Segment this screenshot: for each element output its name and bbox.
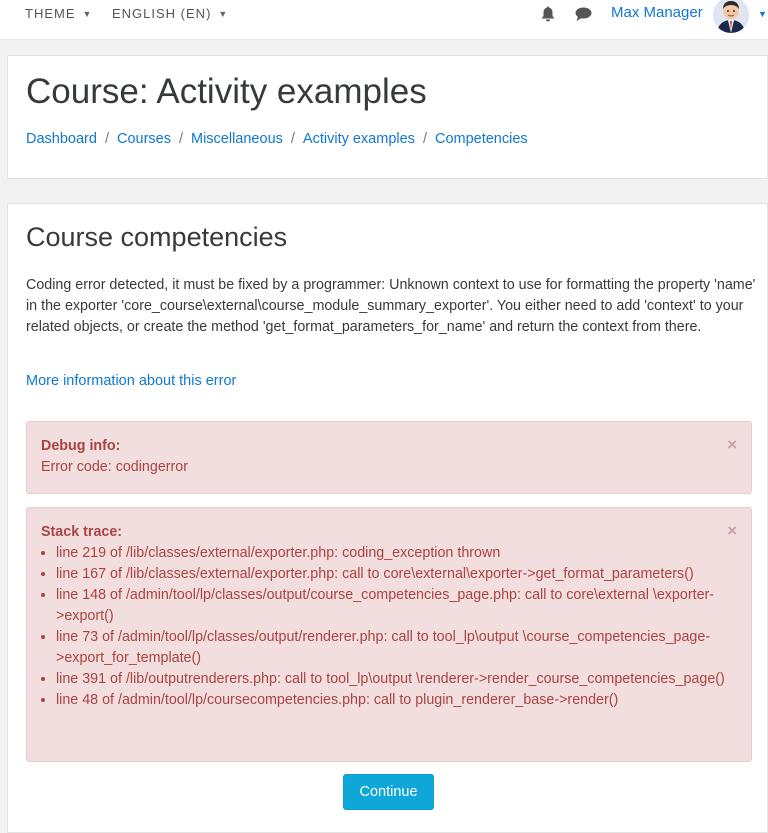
page-title: Course: Activity examples <box>26 72 427 111</box>
breadcrumb-separator: / <box>104 131 109 147</box>
breadcrumb-separator: / <box>422 131 427 147</box>
language-menu[interactable] <box>112 6 228 21</box>
stack-trace-line: • line 167 of /lib/classes/external/exporter.php: call to core\external\exporter->get_format_parameters() <box>56 564 737 585</box>
chat-icon[interactable] <box>575 7 592 22</box>
stack-trace-line: • line 391 of /lib/outputrenderers.php: call to tool_lp\output \renderer->render_course_competencies_page() <box>56 669 737 690</box>
breadcrumb-item-miscellaneous[interactable]: Miscellaneous <box>191 131 283 147</box>
stack-trace-heading: Stack trace: <box>41 524 123 540</box>
stack-trace-line: • line 148 of /admin/tool/lp/classes/output/course_competencies_page.php: call to core\external \exporter->export() <box>56 585 737 627</box>
breadcrumb-item-activity-examples[interactable]: Activity examples <box>302 131 415 147</box>
theme-menu-label: THEME <box>25 6 76 21</box>
breadcrumb-item-competencies[interactable]: Competencies <box>434 131 528 147</box>
stack-trace-line: • line 48 of /admin/tool/lp/coursecompetencies.php: call to plugin_renderer_base->render() <box>56 690 737 711</box>
stack-trace-list <box>41 543 737 711</box>
user-menu-caret-icon[interactable]: ▼ <box>758 9 767 19</box>
breadcrumb-separator: / <box>290 131 295 147</box>
user-name[interactable]: Max Manager <box>611 4 703 21</box>
theme-menu[interactable] <box>25 6 92 21</box>
page-header <box>7 55 768 179</box>
caret-down-icon: ▼ <box>218 8 229 19</box>
breadcrumb-separator: / <box>178 131 183 147</box>
avatar-image <box>713 0 749 33</box>
debug-info-alert <box>26 421 752 494</box>
top-navbar <box>0 0 768 40</box>
language-menu-label: ENGLISH (EN) <box>112 6 212 21</box>
breadcrumb-item-dashboard[interactable]: Dashboard <box>26 131 97 147</box>
stack-trace-line: • line 219 of /lib/classes/external/exporter.php: coding_exception thrown <box>56 543 737 564</box>
debug-info-text: Error code: codingerror <box>41 459 189 475</box>
continue-button[interactable]: Continue <box>343 774 434 810</box>
more-info-link[interactable]: More information about this error <box>26 373 237 389</box>
main-content <box>7 203 768 833</box>
bell-icon[interactable] <box>541 6 555 22</box>
close-icon[interactable]: × <box>727 521 737 540</box>
debug-info-heading: Debug info: <box>41 438 121 454</box>
error-message: Coding error detected, it must be fixed by a programmer: Unknown context to use for formatting the property 'name' in the exporter 'core_course\external\course_module_summary_exporter'. You either need to add 'context' to your related objects, or create the method 'get_format_parameters_for_name' and return the context from there. <box>26 277 756 335</box>
breadcrumb <box>26 131 528 147</box>
section-title: Course competencies <box>26 222 288 252</box>
breadcrumb-item-courses[interactable]: Courses <box>116 131 171 147</box>
close-icon[interactable]: × <box>727 435 737 454</box>
stack-trace-line: • line 73 of /admin/tool/lp/classes/output/renderer.php: call to tool_lp\output \course_competencies_page->export_for_template() <box>56 627 737 669</box>
avatar[interactable] <box>713 0 749 33</box>
caret-down-icon: ▼ <box>82 8 93 19</box>
stack-trace-alert <box>26 507 752 762</box>
